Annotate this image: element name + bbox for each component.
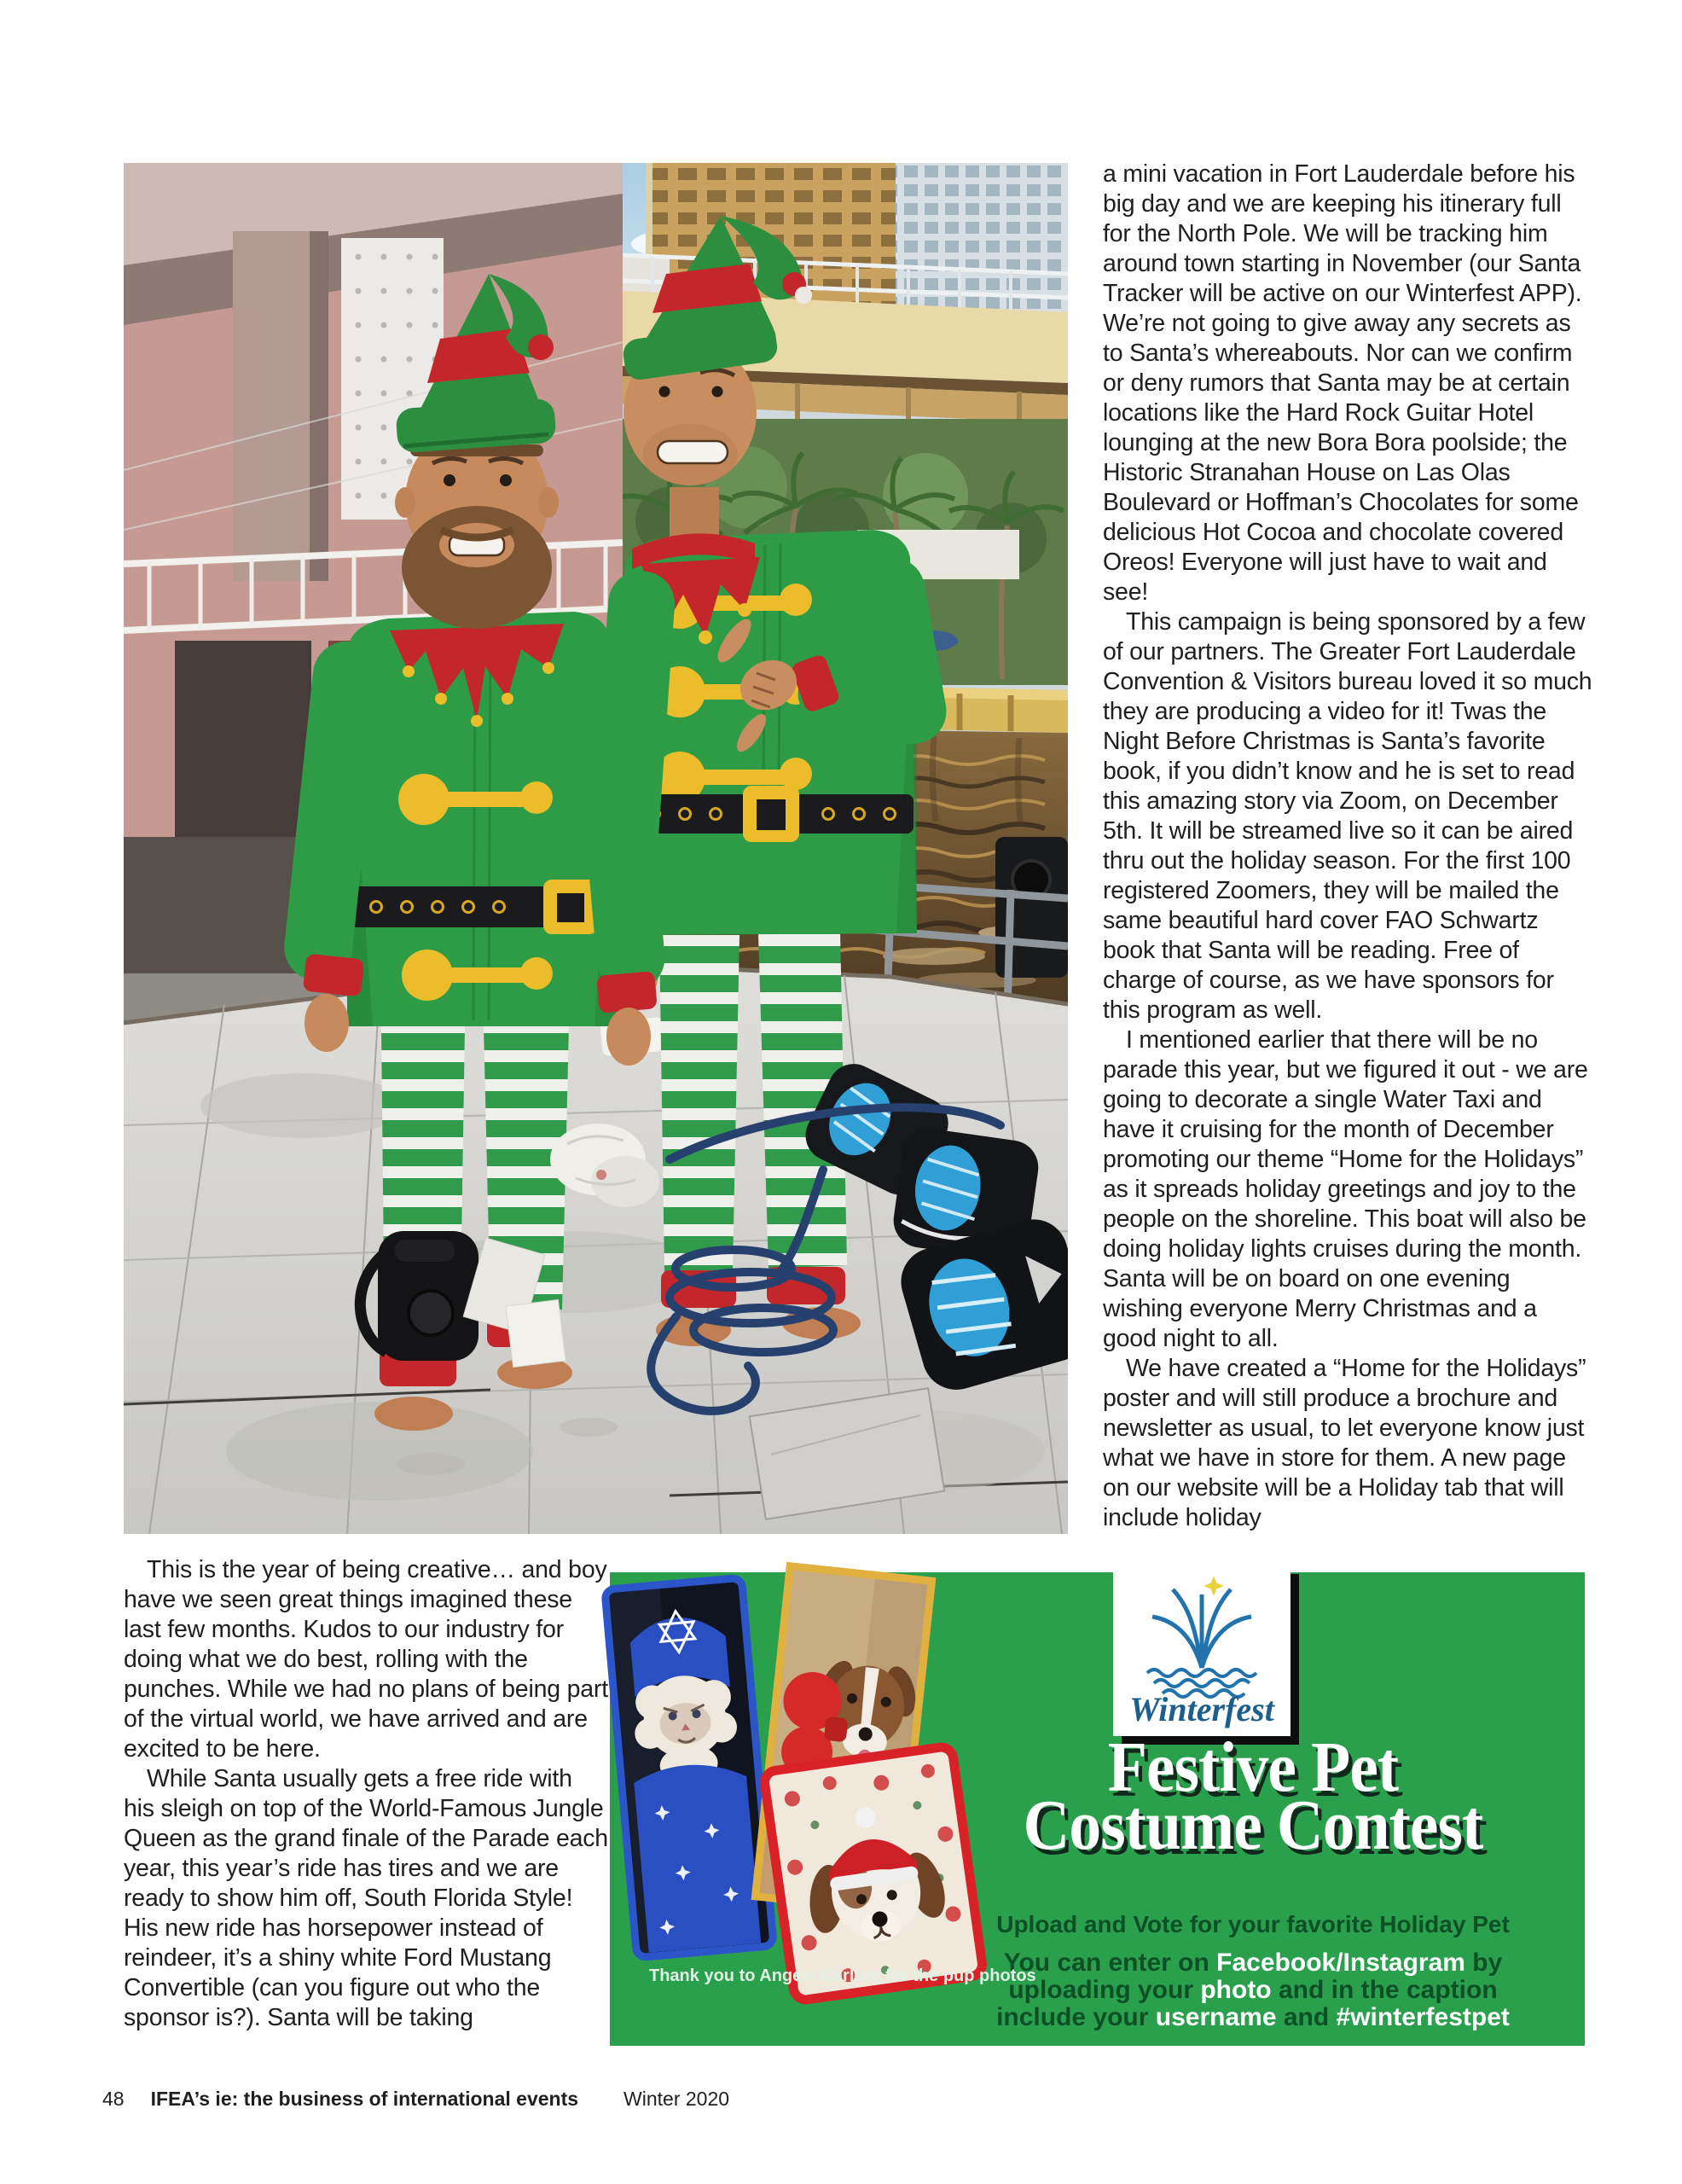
ad-headline-line1: Festive Pet: [1107, 1728, 1399, 1807]
ad-entry-line: include your username and #winterfestpet: [996, 2003, 1510, 2031]
ad-entry-instructions: [968, 1949, 1538, 2031]
paragraph: While Santa usually gets a free ride with his sleigh on top of the World-Famous Jungle Queen as the grand finale of the Parade each year, this year’s ride has tires and we are ready to show him off, South Florida Style! His new ride has horsepower instead of reindeer, it’s a shiny white Ford Mustang Convertible (can you figure out who the sponsor is?). Santa will be taking: [124, 1765, 608, 2031]
dock-scene: [124, 163, 1068, 1534]
ad-entry-line: You can enter on Facebook/Instagram by: [1003, 1949, 1503, 1977]
beagle-with-hat-photo: [768, 1751, 978, 1996]
paragraph: We have created a “Home for the Holidays” poster and will still produce a brochure and newsletter as usual, to let everyone know just what we have in store for them. A new page on our website will be a Holiday tab that will include holiday: [1103, 1355, 1586, 1531]
ad-copy: [968, 1572, 1538, 2046]
paragraph: I mentioned earlier that there will be no parade this year, but we figured it out - we are going to decorate a single Water Taxi and have it cruising for the month of December promoting our theme “Home for the Holidays” as it spreads holiday greetings and joy to the people on the shoreline. This boat will also be doing holiday lights cruises during the month. Santa will be on board on one evening wishing everyone Merry Christmas and a good night to all.: [1103, 1026, 1588, 1352]
paragraph: This is the year of being creative… and boy have we seen great things imagined these last few months. Kudos to our industry for doing what we do best, rolling with the punches. While we had no plans of being part of the virtual world, we have arrived and are excited to be here.: [124, 1556, 608, 1763]
festive-pet-contest-ad: [610, 1572, 1585, 2046]
hanukkah-cat-photo: [609, 1582, 769, 1954]
footer-page-number: 48: [102, 2088, 125, 2110]
winterfest-wordmark: Winterfest: [1129, 1690, 1274, 1728]
footer-issue: Winter 2020: [624, 2088, 730, 2110]
paragraph: This campaign is being sponsored by a few of our partners. The Greater Fort Lauderdale Convention & Visitors bureau loved it so much they are producing a video for it! Twas the Night Before Christmas is Santa’s favorite book, if you didn’t know and he is set to read this amazing story via Zoom, on December 5th. It will be streamed live so it can be aired thru out the holiday season. For the first 100 registered Zoomers, they will be mailed the same beautiful hard cover FAO Schwartz book that Santa will be reading. Free of charge of course, as we have sponsors for this program as well.: [1103, 608, 1592, 1024]
article-photo: [124, 163, 1068, 1534]
ad-entry-line: uploading your photo and in the caption: [1008, 1976, 1498, 2004]
footer-magazine-title: IFEA’s ie: the business of international events: [150, 2088, 579, 2110]
ad-subline: Upload and Vote for your favorite Holiday Pet: [996, 1911, 1510, 1937]
article-left-column: [124, 1555, 608, 2033]
ad-headline-line2: Costume Contest: [1023, 1786, 1483, 1865]
paragraph: a mini vacation in Fort Lauderdale before his big day and we are keeping his itinerary full for the North Pole. We will be tracking him around town starting in November (our Santa Tracker will be active on our Winterfest APP). We’re not going to give away any secrets as to Santa’s whereabouts. Nor can we confirm or deny rumors that Santa may be at certain locations like the Hard Rock Guitar Hotel lounging at the new Bora Bora poolside; the Historic Stranahan House on Las Olas Boulevard or Hoffman’s Chocolates for some delicious Hot Cocoa and chocolate covered Oreos! Everyone will just have to wait and see!: [1103, 160, 1582, 606]
page-footer: [102, 2088, 729, 2111]
ad-photo-credit: Thank you to Angela Carlton for the pup photos: [649, 1966, 1036, 1985]
article-right-column: [1103, 160, 1592, 1533]
cat-photo-frame: [600, 1573, 778, 1961]
